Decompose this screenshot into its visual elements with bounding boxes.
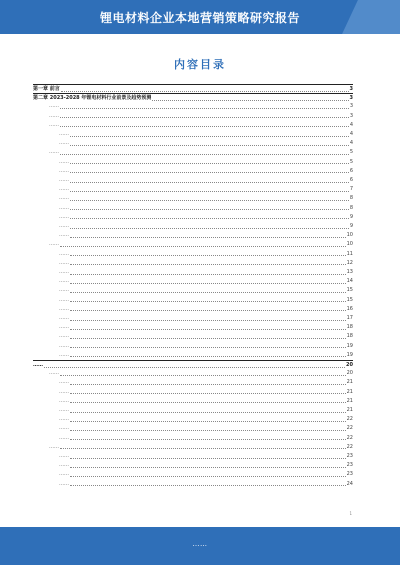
toc-entry[interactable] <box>49 369 353 377</box>
toc-entry-title: …… <box>49 112 59 119</box>
toc-entry-page: 11 <box>346 250 353 257</box>
toc-entry-title: …… <box>59 250 69 257</box>
toc-entry-title: …… <box>59 416 69 423</box>
report-footer-bar <box>0 527 400 565</box>
toc-dot-leader <box>70 325 346 330</box>
toc-entry-title: …… <box>59 269 69 275</box>
toc-entry[interactable] <box>59 424 353 432</box>
toc-entry[interactable] <box>33 93 353 102</box>
toc-entry-page: 9 <box>349 213 353 220</box>
toc-entry-title: …… <box>59 232 69 239</box>
toc-entry-page: 21 <box>346 388 353 395</box>
toc-entry[interactable] <box>49 148 353 156</box>
toc-entry-title: …… <box>59 158 69 165</box>
toc-dot-leader <box>70 380 346 385</box>
toc-dot-leader <box>70 260 346 265</box>
toc-entry[interactable] <box>49 112 353 120</box>
toc-entry[interactable] <box>59 406 353 414</box>
toc-entry-title: …… <box>49 370 59 377</box>
toc-dot-leader <box>44 363 345 368</box>
toc-entry-page: 8 <box>349 204 353 211</box>
toc-entry-page: 18 <box>346 324 353 331</box>
page-number: 1 <box>349 511 352 516</box>
toc-entry[interactable] <box>59 139 353 147</box>
toc-dot-leader <box>70 334 346 339</box>
toc-dot-leader <box>70 435 346 440</box>
toc-entry-title: 第二章 2023-2028 年锂电材料行业前景及趋势预测 <box>33 95 152 102</box>
toc-dot-leader <box>70 196 349 201</box>
toc-entry-page: 3 <box>349 86 353 92</box>
toc-entry-title: …… <box>59 223 69 229</box>
toc-dot-leader <box>70 408 346 413</box>
toc-entry-page: 6 <box>349 167 353 174</box>
toc-dot-leader <box>152 96 348 101</box>
toc-entry[interactable] <box>33 84 353 93</box>
toc-entry[interactable] <box>59 351 353 359</box>
toc-entry-title: …… <box>59 259 69 266</box>
toc-entry-title: …… <box>59 379 69 386</box>
report-header-bar <box>0 0 400 34</box>
toc-entry[interactable] <box>59 296 353 304</box>
toc-entry-page: 10 <box>346 241 353 248</box>
toc-entry[interactable] <box>59 323 353 331</box>
toc-entry-page: 4 <box>349 131 353 137</box>
toc-entry-title: …… <box>59 296 69 303</box>
toc-dot-leader <box>70 454 346 459</box>
toc-entry[interactable] <box>59 250 353 258</box>
toc-entry-title: …… <box>33 362 43 368</box>
toc-dot-leader <box>70 224 349 229</box>
toc-entry-page: 21 <box>346 407 353 413</box>
toc-dot-leader <box>70 352 346 357</box>
toc-entry-page: 9 <box>349 223 353 229</box>
toc-entry[interactable] <box>59 268 353 276</box>
toc-entry-page: 16 <box>346 305 353 312</box>
toc-entry-title: …… <box>59 388 69 395</box>
toc-entry[interactable] <box>59 397 353 405</box>
toc-entry[interactable] <box>49 121 353 129</box>
toc-entry-page: 3 <box>349 103 353 110</box>
toc-entry-page: 22 <box>346 443 353 450</box>
toc-entry-page: 4 <box>349 140 353 147</box>
toc-entry-title: …… <box>59 333 69 340</box>
toc-entry-page: 18 <box>346 333 353 340</box>
toc-entry[interactable] <box>59 480 353 488</box>
toc-dot-leader <box>70 233 346 238</box>
toc-entry-page: 21 <box>346 397 353 404</box>
toc-entry-page: 23 <box>346 453 353 459</box>
toc-entry[interactable] <box>49 443 353 451</box>
toc-dot-leader <box>70 214 349 219</box>
toc-entry-page: 21 <box>346 379 353 386</box>
toc-entry-title: …… <box>59 167 69 174</box>
toc-entry[interactable] <box>59 277 353 285</box>
toc-entry-page: 17 <box>346 315 353 321</box>
toc-dot-leader <box>70 417 346 422</box>
toc-dot-leader <box>70 178 349 183</box>
toc-dot-leader <box>61 87 349 92</box>
toc-dot-leader <box>60 444 346 449</box>
toc-dot-leader <box>70 132 349 137</box>
toc-entry[interactable] <box>59 176 353 184</box>
toc-entry-page: 4 <box>349 121 353 128</box>
toc-entry[interactable] <box>59 167 353 175</box>
toc-entry-page: 20 <box>346 370 353 377</box>
toc-entry-title: …… <box>59 287 69 294</box>
toc-entry-title: …… <box>59 471 69 478</box>
toc-entry[interactable] <box>59 470 353 478</box>
toc-entry-title: …… <box>59 131 69 137</box>
toc-entry[interactable] <box>59 314 353 322</box>
toc-entry[interactable] <box>59 452 353 460</box>
toc-entry-title: …… <box>59 204 69 211</box>
toc-entry-title: …… <box>59 305 69 312</box>
toc-entry-page: 13 <box>346 269 353 275</box>
toc-dot-leader <box>70 141 349 146</box>
toc-entry-title: …… <box>59 434 69 441</box>
toc-dot-leader <box>70 279 346 284</box>
toc-entry[interactable] <box>59 388 353 396</box>
toc-entry[interactable] <box>59 130 353 138</box>
toc-dot-leader <box>70 463 346 468</box>
toc-entry-page: 23 <box>346 471 353 478</box>
toc-dot-leader <box>60 104 349 109</box>
toc-entry-title: …… <box>59 397 69 404</box>
toc-entry-page: 19 <box>346 351 353 358</box>
toc-entry-title: …… <box>59 453 69 459</box>
toc-entry-title: …… <box>59 342 69 349</box>
toc-dot-leader <box>70 481 346 486</box>
toc-entry[interactable] <box>59 332 353 340</box>
toc-entry[interactable] <box>59 305 353 313</box>
toc-entry-page: 3 <box>349 95 353 102</box>
toc-dot-leader <box>60 150 349 155</box>
toc-dot-leader <box>70 306 346 311</box>
toc-entry-title: …… <box>59 195 69 202</box>
toc-entry-page: 22 <box>346 425 353 432</box>
toc-entry-page: 15 <box>346 287 353 294</box>
toc-entry-title: …… <box>49 103 59 110</box>
toc-dot-leader <box>70 159 349 164</box>
toc-entry-page: 8 <box>349 195 353 202</box>
toc-entry-page: 7 <box>349 186 353 193</box>
toc-entry[interactable] <box>49 102 353 110</box>
toc-entry-title: …… <box>49 443 59 450</box>
toc-dot-leader <box>70 316 346 321</box>
toc-entry[interactable] <box>59 286 353 294</box>
toc-entry[interactable] <box>59 185 353 193</box>
toc-entry-page: 19 <box>346 342 353 349</box>
toc-dot-leader <box>60 113 349 118</box>
report-title: 锂电材料企业本地营销策略研究报告 <box>99 11 300 25</box>
toc-entry-page: 14 <box>346 278 353 285</box>
toc-dot-leader <box>70 389 346 394</box>
toc-entry[interactable] <box>59 259 353 267</box>
toc-entry-title: …… <box>59 351 69 358</box>
footer-slogan: …… <box>192 540 208 548</box>
toc-entry-page: 3 <box>349 112 353 119</box>
toc-entry-title: …… <box>49 241 59 248</box>
toc-dot-leader <box>70 270 346 275</box>
toc-entry[interactable] <box>59 158 353 166</box>
toc-entry[interactable] <box>59 342 353 350</box>
toc-entry[interactable] <box>49 240 353 248</box>
toc-entry-title: …… <box>59 462 69 469</box>
toc-entry-title: …… <box>49 149 59 156</box>
toc-entry-title: …… <box>59 315 69 321</box>
toc-entry-page: 6 <box>349 177 353 183</box>
toc-dot-leader <box>60 122 349 127</box>
toc-entry-title: 第一章 前言 <box>33 86 60 92</box>
toc-entry[interactable] <box>59 194 353 202</box>
toc-entry-page: 20 <box>346 362 353 368</box>
toc-dot-leader <box>70 168 349 173</box>
toc-dot-leader <box>70 398 346 403</box>
toc-entry[interactable] <box>59 461 353 469</box>
toc-dot-leader <box>60 242 346 247</box>
table-of-contents <box>33 84 353 504</box>
toc-entry-page: 5 <box>349 158 353 165</box>
toc-dot-leader <box>70 187 349 192</box>
toc-entry-title: …… <box>59 425 69 432</box>
toc-entry-page: 22 <box>346 434 353 441</box>
toc-dot-leader <box>70 288 346 293</box>
toc-dot-leader <box>70 472 346 477</box>
toc-entry-title: …… <box>59 480 69 487</box>
toc-entry[interactable] <box>59 231 353 239</box>
toc-entry[interactable] <box>59 434 353 442</box>
toc-entry-page: 12 <box>346 259 353 266</box>
toc-dot-leader <box>60 371 346 376</box>
toc-dot-leader <box>70 343 346 348</box>
toc-entry-title: …… <box>59 140 69 147</box>
toc-entry[interactable] <box>59 415 353 423</box>
toc-heading: 内容目录 <box>174 58 226 71</box>
toc-entry-title: …… <box>59 324 69 331</box>
toc-entry-title: …… <box>59 213 69 220</box>
toc-entry-page: 10 <box>346 232 353 239</box>
toc-entry-page: 5 <box>349 149 353 156</box>
toc-entry-page: 15 <box>346 296 353 303</box>
toc-dot-leader <box>70 426 346 431</box>
toc-entry-title: …… <box>49 121 59 128</box>
toc-entry-page: 22 <box>346 416 353 423</box>
toc-entry[interactable] <box>59 213 353 221</box>
toc-entry-title: …… <box>59 177 69 183</box>
toc-entry-title: …… <box>59 407 69 413</box>
toc-dot-leader <box>70 297 346 302</box>
toc-dot-leader <box>70 205 349 210</box>
toc-entry[interactable] <box>59 204 353 212</box>
toc-entry-page: 23 <box>346 462 353 469</box>
toc-entry-title: …… <box>59 186 69 193</box>
toc-entry[interactable] <box>59 222 353 230</box>
toc-dot-leader <box>70 251 346 256</box>
toc-entry[interactable] <box>33 360 353 369</box>
toc-entry[interactable] <box>59 378 353 386</box>
toc-entry-title: …… <box>59 278 69 285</box>
toc-entry-page: 24 <box>346 480 353 487</box>
